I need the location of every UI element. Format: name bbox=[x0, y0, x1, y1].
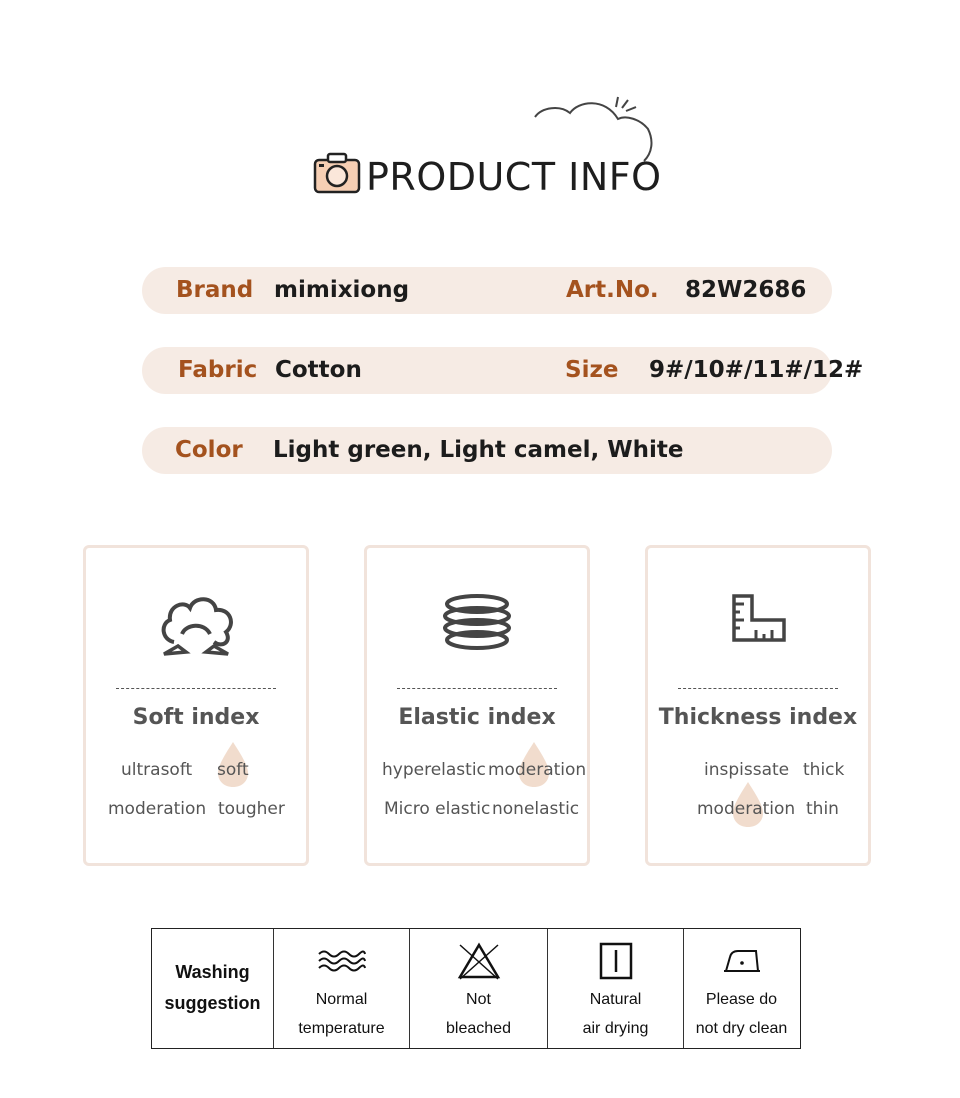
soft-index-title: Soft index bbox=[132, 705, 260, 730]
size-label: Size bbox=[565, 357, 619, 383]
option-moderation: moderation bbox=[488, 760, 587, 780]
header bbox=[0, 95, 960, 205]
option-thick: thick bbox=[803, 760, 845, 780]
size-value: 9#/10#/11#/12# bbox=[649, 357, 864, 383]
washing-item-line1: Natural bbox=[589, 991, 642, 1008]
option-tougher: tougher bbox=[218, 799, 285, 819]
option-hyperelastic: hyperelastic bbox=[382, 760, 486, 780]
washing-item-bleach bbox=[410, 929, 548, 1048]
artno-value: 82W2686 bbox=[685, 277, 807, 303]
iron-icon bbox=[722, 947, 762, 975]
artno-label: Art.No. bbox=[566, 277, 659, 303]
washing-item-drying bbox=[548, 929, 684, 1048]
elastic-index-card bbox=[364, 545, 590, 866]
soft-index-card bbox=[83, 545, 309, 866]
washing-item-line2: air drying bbox=[582, 1020, 649, 1037]
washing-item-line1: Not bbox=[466, 991, 491, 1008]
fabric-value: Cotton bbox=[275, 357, 362, 383]
washing-heading-line2: suggestion bbox=[164, 993, 261, 1013]
option-soft: soft bbox=[217, 760, 249, 780]
ruler-icon bbox=[718, 590, 798, 660]
brand-value: mimixiong bbox=[274, 277, 410, 303]
brand-label: Brand bbox=[176, 277, 254, 303]
washing-item-line2: not dry clean bbox=[695, 1020, 788, 1037]
water-waves-icon bbox=[317, 948, 367, 974]
option-nonelastic: nonelastic bbox=[492, 799, 580, 819]
fabric-label: Fabric bbox=[178, 357, 258, 383]
option-ultrasoft: ultrasoft bbox=[121, 760, 193, 780]
option-moderation: moderation bbox=[108, 799, 207, 819]
page-title: PRODUCT INFO bbox=[366, 155, 662, 199]
washing-item-line2: temperature bbox=[298, 1020, 385, 1037]
info-row-brand bbox=[142, 267, 832, 314]
no-bleach-icon bbox=[456, 941, 502, 981]
camera-icon bbox=[313, 152, 361, 194]
drip-dry-icon bbox=[599, 942, 633, 980]
washing-item-line1: Please do bbox=[705, 991, 778, 1008]
spring-coil-icon bbox=[437, 590, 517, 660]
thickness-index-card bbox=[645, 545, 871, 866]
color-label: Color bbox=[175, 437, 243, 463]
washing-heading-line1: Washing bbox=[175, 962, 250, 982]
elastic-index-title: Elastic index bbox=[398, 705, 556, 730]
washing-heading-cell bbox=[152, 929, 274, 1048]
washing-item-line2: bleached bbox=[446, 1020, 511, 1037]
option-inspissate: inspissate bbox=[704, 760, 790, 780]
info-row-fabric bbox=[142, 347, 864, 394]
option-moderation: moderation bbox=[697, 799, 796, 819]
option-thin: thin bbox=[806, 799, 839, 819]
washing-suggestion-table bbox=[151, 928, 801, 1049]
color-value: Light green, Light camel, White bbox=[273, 437, 684, 463]
info-row-color bbox=[142, 427, 832, 474]
option-micro-elastic: Micro elastic bbox=[384, 799, 491, 819]
washing-item-line1: Normal bbox=[315, 991, 368, 1008]
cotton-icon bbox=[156, 590, 236, 660]
washing-item-temperature bbox=[274, 929, 410, 1048]
thickness-index-title: Thickness index bbox=[658, 705, 858, 730]
washing-item-dry-clean bbox=[684, 929, 799, 1048]
